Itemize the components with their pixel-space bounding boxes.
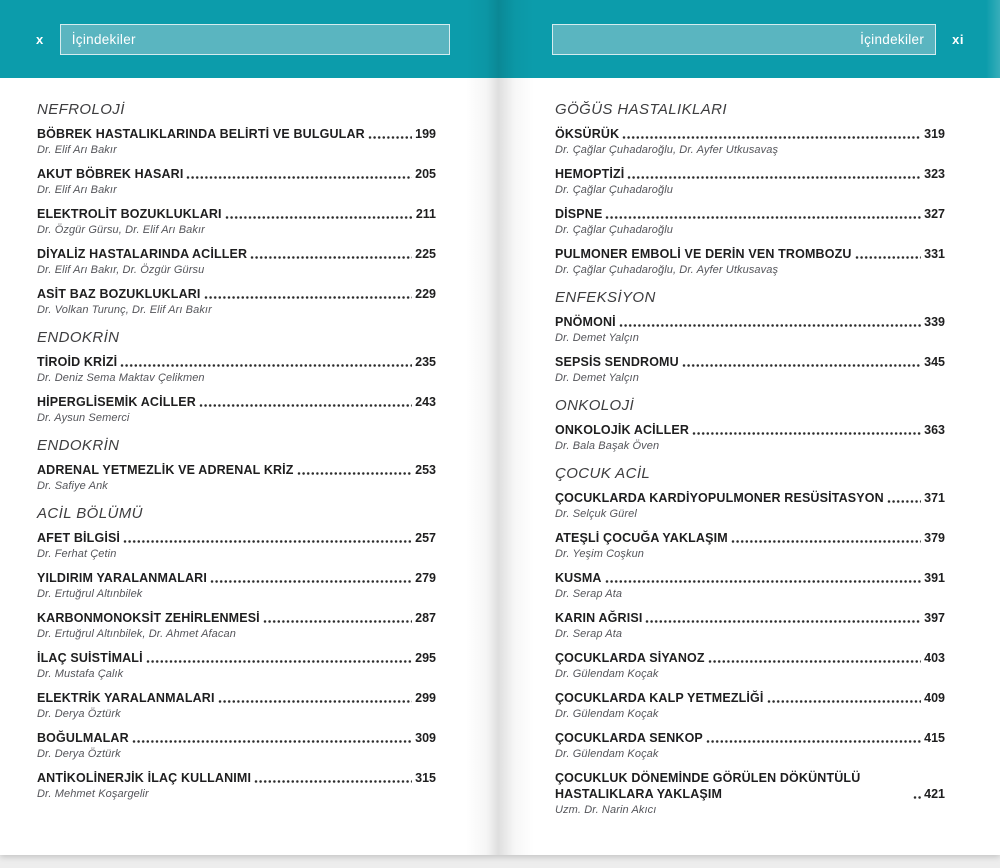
toc-entry: [555, 690, 945, 721]
chapter-title: BOĞULMALAR: [37, 731, 129, 745]
toc-entry-row: [555, 490, 945, 506]
section-heading: NEFROLOJİ: [37, 101, 125, 118]
toc-section: [555, 101, 945, 277]
toc-entry-row: [555, 650, 945, 666]
left-page-header: [0, 0, 500, 78]
dot-leader: [627, 175, 921, 180]
chapter-page-number: 323: [924, 167, 945, 181]
chapter-title: ÇOCUKLUK DÖNEMİNDE GÖRÜLEN DÖKÜNTÜLÜ HASTALIKLARA YAKLAŞIM: [555, 771, 861, 801]
chapter-title: HİPERGLİSEMİK ACİLLER: [37, 395, 196, 409]
chapter-title: HEMOPTİZİ: [555, 167, 625, 181]
toc-section: [555, 289, 945, 385]
dot-leader: [913, 795, 921, 800]
chapter-authors: Uzm. Dr. Narin Akıcı: [555, 804, 657, 816]
chapter-authors: Dr. Mehmet Koşargelir: [37, 788, 149, 800]
dot-leader: [254, 779, 412, 784]
section-heading: ENDOKRİN: [37, 437, 120, 454]
chapter-authors: Dr. Elif Arı Bakır: [37, 184, 117, 196]
toc-section: [37, 329, 436, 425]
chapter-page-number: 409: [924, 691, 945, 705]
chapter-authors: Dr. Özgür Gürsu, Dr. Elif Arı Bakır: [37, 224, 205, 236]
dot-leader: [204, 295, 413, 300]
dot-leader: [368, 135, 412, 140]
dot-leader: [146, 659, 412, 664]
chapter-page-number: 319: [924, 127, 945, 141]
toc-entry-row: [37, 206, 436, 222]
chapter-title: KUSMA: [555, 571, 602, 585]
chapter-authors: Dr. Derya Öztürk: [37, 708, 121, 720]
toc-entry: [37, 246, 436, 277]
toc-entry-row: [555, 166, 945, 182]
toc-entry-row: [37, 610, 436, 626]
section-heading: ENFEKSİYON: [555, 289, 656, 306]
toc-entry-row: [555, 422, 945, 438]
toc-entry-row: [37, 462, 436, 478]
chapter-page-number: 397: [924, 611, 945, 625]
chapter-authors: Dr. Volkan Turunç, Dr. Elif Arı Bakır: [37, 304, 212, 316]
chapter-authors: Dr. Ferhat Çetin: [37, 548, 117, 560]
chapter-authors: Dr. Çağlar Çuhadaroğlu: [555, 184, 673, 196]
dot-leader: [199, 403, 412, 408]
chapter-title: SEPSİS SENDROMU: [555, 355, 679, 369]
chapter-page-number: 229: [415, 287, 436, 301]
chapter-title: AFET BİLGİSİ: [37, 531, 121, 545]
toc-entry: [555, 166, 945, 197]
toc-entry: [555, 126, 945, 157]
toc-entry-row: [37, 570, 436, 586]
chapter-authors: Dr. Ertuğrul Altınbilek: [37, 588, 143, 600]
toc-entry: [555, 730, 945, 761]
chapter-page-number: 295: [415, 651, 436, 665]
dot-leader: [887, 499, 921, 504]
dot-leader: [225, 215, 413, 220]
chapter-title: ASİT BAZ BOZUKLUKLARI: [37, 287, 201, 301]
chapter-title: PULMONER EMBOLİ VE DERİN VEN TROMBOZU: [555, 247, 852, 261]
toc-entry-row: [555, 530, 945, 546]
dot-leader: [708, 659, 921, 664]
dot-leader: [605, 579, 922, 584]
toc-section: [37, 437, 436, 493]
toc-entry: [37, 610, 436, 641]
toc-entry: [555, 490, 945, 521]
chapter-page-number: 235: [415, 355, 436, 369]
toc-section: [37, 505, 436, 801]
right-folio-number: xi: [952, 31, 964, 47]
toc-entry: [37, 286, 436, 317]
section-heading: ONKOLOJİ: [555, 397, 635, 414]
chapter-title: İLAÇ SUİSTİMALİ: [37, 651, 143, 665]
chapter-authors: Dr. Aysun Semerci: [37, 412, 130, 424]
toc-entry-row: [555, 206, 945, 222]
dot-leader: [210, 579, 412, 584]
chapter-page-number: 339: [924, 315, 945, 329]
chapter-page-number: 315: [415, 771, 436, 785]
toc-entry-row: [37, 354, 436, 370]
chapter-authors: Dr. Serap Ata: [555, 588, 623, 600]
chapter-page-number: 199: [415, 127, 436, 141]
left-header-title-box: [60, 24, 450, 55]
left-toc-content: [0, 78, 500, 801]
toc-entry: [37, 690, 436, 721]
dot-leader: [297, 471, 413, 476]
chapter-page-number: 371: [924, 491, 945, 505]
toc-entry: [37, 650, 436, 681]
toc-entry-row: [37, 126, 436, 142]
toc-entry: [555, 570, 945, 601]
section-heading: ENDOKRİN: [37, 329, 120, 346]
dot-leader: [767, 699, 922, 704]
toc-entry-row: [37, 690, 436, 706]
toc-entry: [555, 610, 945, 641]
contents-title: İçindekiler: [860, 31, 925, 47]
dot-leader: [120, 363, 412, 368]
chapter-title: DİYALİZ HASTALARINDA ACİLLER: [37, 247, 248, 261]
chapter-title: KARIN AĞRISI: [555, 611, 643, 625]
chapter-authors: Dr. Serap Ata: [555, 628, 623, 640]
dot-leader: [619, 323, 921, 328]
toc-entry: [37, 354, 436, 385]
left-page: [0, 0, 500, 855]
chapter-page-number: 309: [415, 731, 436, 745]
dot-leader: [731, 539, 921, 544]
contents-title: İçindekiler: [71, 31, 136, 47]
chapter-page-number: 257: [415, 531, 436, 545]
chapter-page-number: 299: [415, 691, 436, 705]
toc-entry-row: [555, 354, 945, 370]
toc-entry-row: [555, 570, 945, 586]
section-heading: ACİL BÖLÜMÜ: [37, 505, 143, 522]
chapter-authors: Dr. Demet Yalçın: [555, 332, 639, 344]
chapter-authors: Dr. Elif Arı Bakır: [37, 144, 117, 156]
chapter-authors: Dr. Çağlar Çuhadaroğlu, Dr. Ayfer Utkusavaş: [555, 144, 779, 156]
chapter-page-number: 253: [415, 463, 436, 477]
chapter-authors: Dr. Selçuk Gürel: [555, 508, 637, 520]
toc-entry: [37, 570, 436, 601]
chapter-page-number: 211: [415, 207, 436, 221]
chapter-title: ADRENAL YETMEZLİK VE ADRENAL KRİZ: [37, 463, 294, 477]
chapter-title: AKUT BÖBREK HASARI: [37, 167, 184, 181]
toc-entry: [555, 650, 945, 681]
dot-leader: [123, 539, 412, 544]
dot-leader: [250, 255, 412, 260]
toc-entry: [37, 770, 436, 801]
chapter-authors: Dr. Mustafa Çalık: [37, 668, 124, 680]
chapter-title: ÇOCUKLARDA KALP YETMEZLİĞİ: [555, 691, 764, 705]
toc-entry-row: [555, 690, 945, 706]
chapter-page-number: 415: [924, 731, 945, 745]
chapter-page-number: 403: [924, 651, 945, 665]
toc-entry: [37, 462, 436, 493]
chapter-authors: Dr. Bala Başak Öven: [555, 440, 660, 452]
chapter-authors: Dr. Gülendam Koçak: [555, 668, 659, 680]
chapter-page-number: 421: [924, 787, 945, 801]
toc-entry: [555, 770, 945, 817]
toc-section: [37, 101, 436, 317]
chapter-page-number: 287: [415, 611, 436, 625]
chapter-authors: Dr. Gülendam Koçak: [555, 708, 659, 720]
chapter-page-number: 205: [415, 167, 436, 181]
toc-entry-row: [555, 730, 945, 746]
chapter-title: ELEKTRİK YARALANMALARI: [37, 691, 215, 705]
toc-entry: [555, 206, 945, 237]
toc-entry-row: [555, 126, 945, 142]
section-heading: GÖĞÜS HASTALIKLARI: [555, 101, 727, 118]
chapter-page-number: 331: [924, 247, 945, 261]
right-header-title-box: [552, 24, 936, 55]
chapter-authors: Dr. Yeşim Coşkun: [555, 548, 645, 560]
toc-entry: [555, 354, 945, 385]
chapter-title: ÖKSÜRÜK: [555, 127, 620, 141]
chapter-title: KARBONMONOKSİT ZEHİRLENMESİ: [37, 611, 260, 625]
toc-entry-row: [555, 610, 945, 626]
chapter-title: ÇOCUKLARDA SİYANOZ: [555, 651, 705, 665]
chapter-title: ELEKTROLİT BOZUKLUKLARI: [37, 207, 222, 221]
toc-entry: [37, 730, 436, 761]
chapter-page-number: 279: [415, 571, 436, 585]
dot-leader: [706, 739, 921, 744]
chapter-authors: Dr. Elif Arı Bakır, Dr. Özgür Gürsu: [37, 264, 205, 276]
toc-entry: [37, 530, 436, 561]
toc-entry: [37, 394, 436, 425]
dot-leader: [186, 175, 412, 180]
chapter-authors: Dr. Derya Öztürk: [37, 748, 121, 760]
toc-entry: [555, 530, 945, 561]
toc-entry-row: [37, 650, 436, 666]
chapter-title: ÇOCUKLARDA KARDİYOPULMONER RESÜSİTASYON: [555, 491, 884, 505]
dot-leader: [622, 135, 921, 140]
dot-leader: [855, 255, 922, 260]
toc-entry: [555, 246, 945, 277]
dot-leader: [682, 363, 921, 368]
chapter-authors: Dr. Çağlar Çuhadaroğlu: [555, 224, 673, 236]
toc-entry: [555, 422, 945, 453]
chapter-title: DİSPNE: [555, 207, 603, 221]
chapter-page-number: 391: [924, 571, 945, 585]
toc-section: [555, 465, 945, 817]
chapter-page-number: 379: [924, 531, 945, 545]
chapter-authors: Dr. Safiye Ank: [37, 480, 108, 492]
chapter-title: BÖBREK HASTALIKLARINDA BELİRTİ VE BULGULAR: [37, 127, 365, 141]
chapter-authors: Dr. Ertuğrul Altınbilek, Dr. Ahmet Afacan: [37, 628, 236, 640]
chapter-page-number: 243: [415, 395, 436, 409]
dot-leader: [692, 431, 921, 436]
toc-entry-row: [37, 246, 436, 262]
chapter-title: ANTİKOLİNERJİK İLAÇ KULLANIMI: [37, 771, 252, 785]
dot-leader: [218, 699, 413, 704]
chapter-authors: Dr. Çağlar Çuhadaroğlu, Dr. Ayfer Utkusavaş: [555, 264, 779, 276]
chapter-title: YILDIRIM YARALANMALARI: [37, 571, 207, 585]
dot-leader: [645, 619, 921, 624]
chapter-authors: Dr. Gülendam Koçak: [555, 748, 659, 760]
section-heading: ÇOCUK ACİL: [555, 465, 651, 482]
chapter-title: ÇOCUKLARDA SENKOP: [555, 731, 703, 745]
toc-entry: [37, 166, 436, 197]
dot-leader: [263, 619, 412, 624]
chapter-authors: Dr. Demet Yalçın: [555, 372, 639, 384]
chapter-authors: Dr. Deniz Sema Maktav Çelikmen: [37, 372, 205, 384]
toc-entry-row: [37, 730, 436, 746]
toc-entry: [37, 206, 436, 237]
toc-entry-row: [555, 314, 945, 330]
right-toc-content: [500, 78, 1000, 817]
toc-entry-row: [555, 246, 945, 262]
chapter-title: ONKOLOJİK ACİLLER: [555, 423, 690, 437]
toc-entry-row: [555, 770, 945, 802]
chapter-page-number: 327: [924, 207, 945, 221]
chapter-page-number: 345: [924, 355, 945, 369]
left-folio-number: x: [36, 31, 44, 47]
chapter-title: ATEŞLİ ÇOCUĞA YAKLAŞIM: [555, 531, 728, 545]
right-page: [500, 0, 1000, 855]
chapter-title: PNÖMONİ: [555, 315, 616, 329]
dot-leader: [605, 215, 921, 220]
toc-entry-row: [37, 530, 436, 546]
toc-entry-row: [37, 286, 436, 302]
right-page-header: [500, 0, 1000, 78]
toc-section: [555, 397, 945, 453]
toc-entry: [37, 126, 436, 157]
toc-entry-row: [37, 770, 436, 786]
toc-entry-row: [37, 166, 436, 182]
chapter-page-number: 225: [415, 247, 436, 261]
chapter-page-number: 363: [924, 423, 945, 437]
dot-leader: [132, 739, 412, 744]
toc-entry: [555, 314, 945, 345]
chapter-title: TİROİD KRİZİ: [37, 355, 118, 369]
toc-entry-row: [37, 394, 436, 410]
